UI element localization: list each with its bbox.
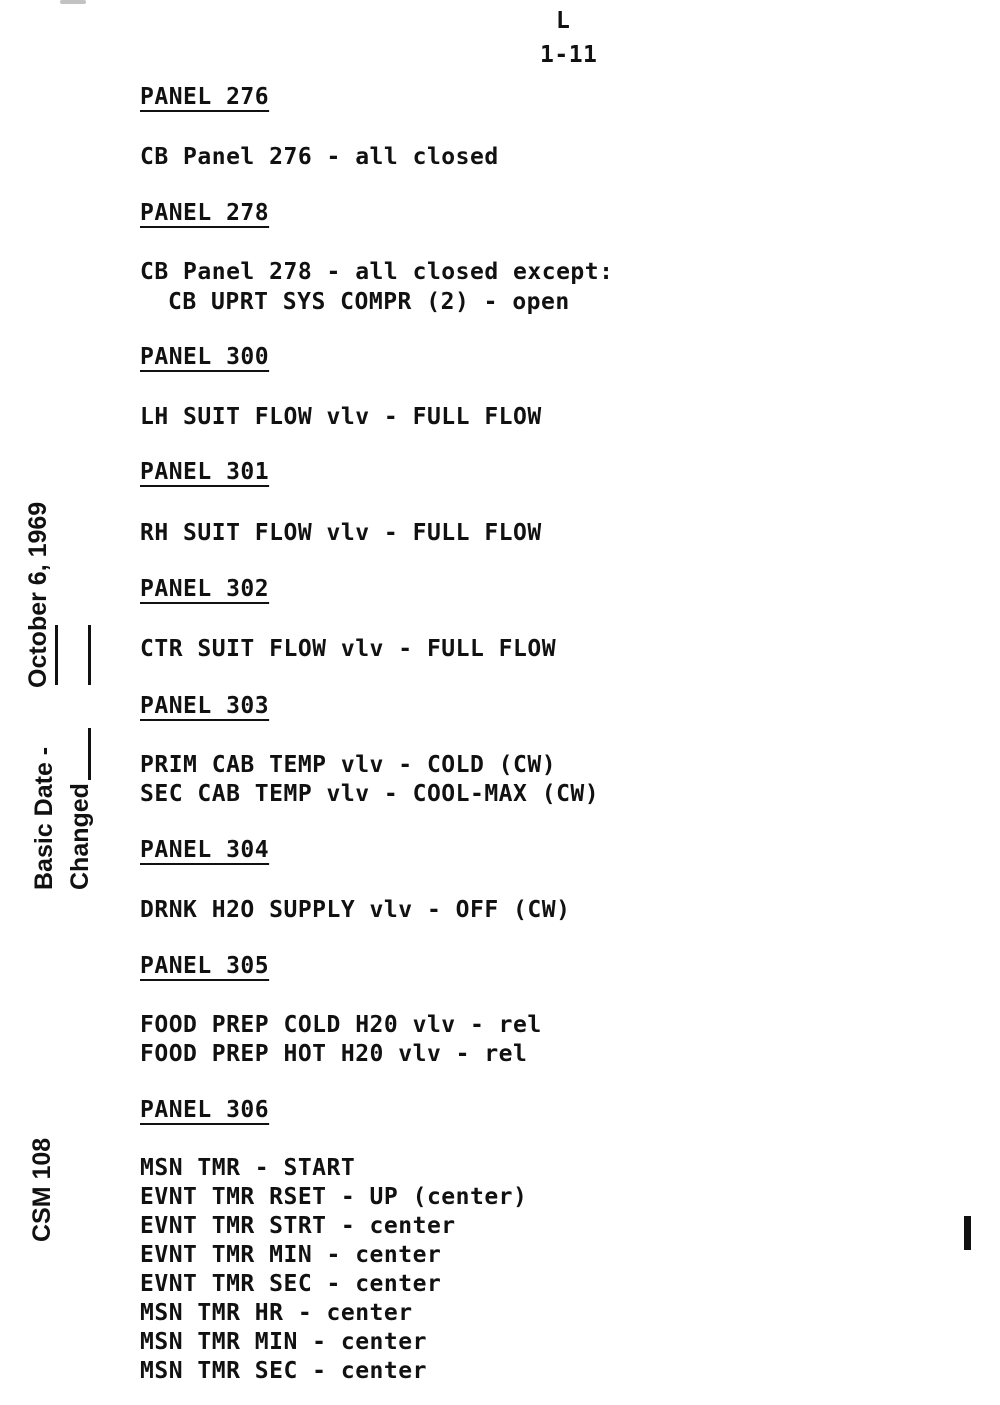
scan-smudge bbox=[60, 0, 86, 4]
checklist-line: EVNT TMR MIN - center bbox=[140, 1242, 442, 1268]
section-heading: PANEL 300 bbox=[140, 344, 270, 370]
page-number: 1-11 bbox=[540, 42, 598, 68]
checklist-line: FOOD PREP HOT H20 vlv - rel bbox=[140, 1041, 528, 1067]
change-bar bbox=[88, 625, 91, 685]
section-heading: PANEL 302 bbox=[140, 576, 270, 602]
checklist-line: MSN TMR SEC - center bbox=[140, 1358, 427, 1384]
section-heading: PANEL 276 bbox=[140, 84, 270, 110]
checklist-line: CTR SUIT FLOW vlv - FULL FLOW bbox=[140, 636, 557, 662]
section-heading: PANEL 305 bbox=[140, 953, 270, 979]
checklist-line: DRNK H2O SUPPLY vlv - OFF (CW) bbox=[140, 897, 571, 923]
margin-doc-id: CSM 108 bbox=[28, 1137, 56, 1242]
section-heading: PANEL 301 bbox=[140, 459, 270, 485]
checklist-line: RH SUIT FLOW vlv - FULL FLOW bbox=[140, 520, 542, 546]
section-heading: PANEL 304 bbox=[140, 837, 270, 863]
checklist-line: MSN TMR HR - center bbox=[140, 1300, 413, 1326]
checklist-line: EVNT TMR STRT - center bbox=[140, 1213, 456, 1239]
margin-changed-label: Changed bbox=[66, 783, 94, 890]
checklist-line: SEC CAB TEMP vlv - COOL-MAX (CW) bbox=[140, 781, 600, 807]
page-letter: L bbox=[556, 8, 571, 34]
change-bar bbox=[55, 625, 58, 685]
checklist-line: LH SUIT FLOW vlv - FULL FLOW bbox=[140, 404, 542, 430]
revision-mark bbox=[964, 1216, 971, 1250]
checklist-line: PRIM CAB TEMP vlv - COLD (CW) bbox=[140, 752, 557, 778]
checklist-line: CB Panel 278 - all closed except: bbox=[140, 259, 614, 285]
section-heading: PANEL 303 bbox=[140, 693, 270, 719]
change-bar bbox=[88, 728, 91, 780]
section-heading: PANEL 278 bbox=[140, 200, 270, 226]
checklist-line: CB Panel 276 - all closed bbox=[140, 144, 499, 170]
margin-basic-date-label: Basic Date - bbox=[30, 746, 58, 890]
checklist-line: MSN TMR - START bbox=[140, 1155, 356, 1181]
checklist-line: FOOD PREP COLD H20 vlv - rel bbox=[140, 1012, 542, 1038]
checklist-line: CB UPRT SYS COMPR (2) - open bbox=[168, 289, 570, 315]
section-heading: PANEL 306 bbox=[140, 1097, 270, 1123]
checklist-line: MSN TMR MIN - center bbox=[140, 1329, 427, 1355]
checklist-line: EVNT TMR SEC - center bbox=[140, 1271, 442, 1297]
checklist-line: EVNT TMR RSET - UP (center) bbox=[140, 1184, 528, 1210]
margin-date: October 6, 1969 bbox=[24, 501, 52, 688]
